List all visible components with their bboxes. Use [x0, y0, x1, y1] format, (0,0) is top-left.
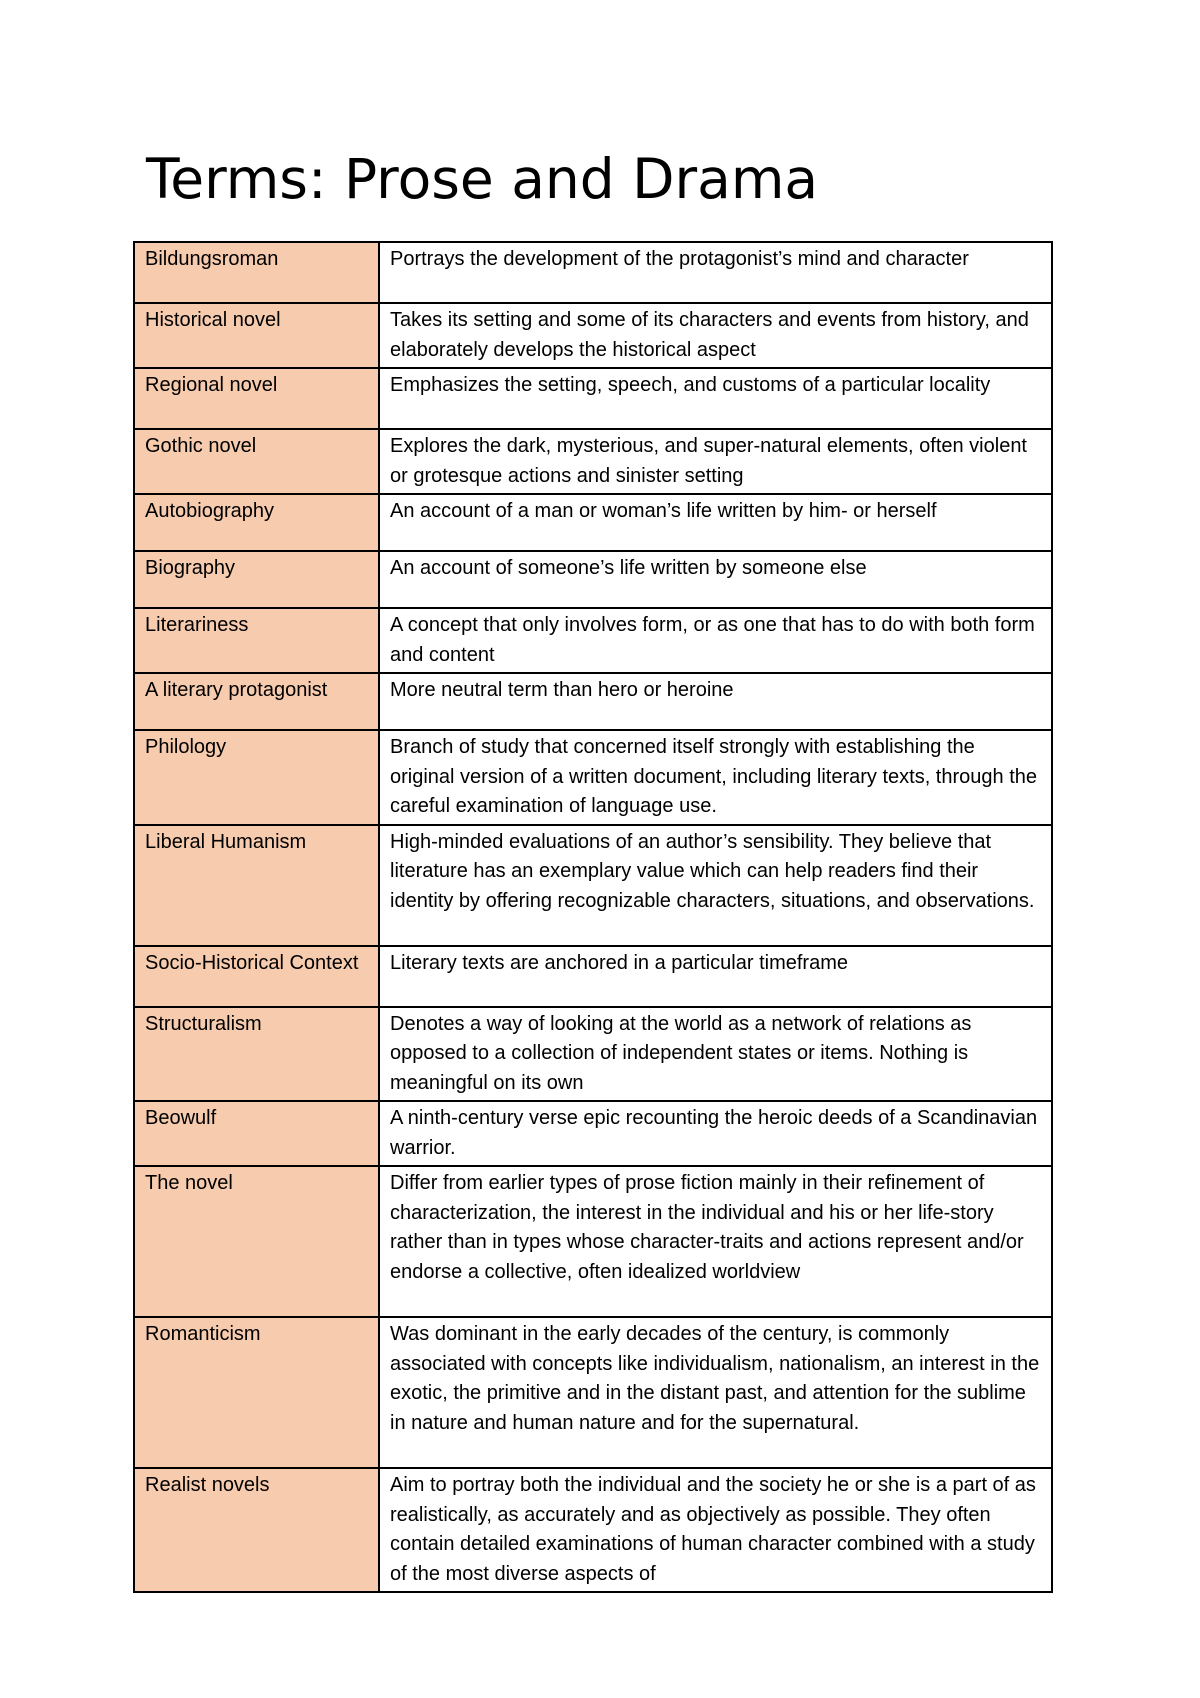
definition-cell: Takes its setting and some of its characters and events from history, and elaborately develops the historical aspect: [379, 303, 1052, 368]
definition-cell: Denotes a way of looking at the world as a network of relations as opposed to a collection of independent states or items. Nothing is meaningful on its own: [379, 1007, 1052, 1102]
term-cell: Realist novels: [134, 1468, 379, 1592]
table-row: [134, 368, 1052, 429]
table-row: [134, 494, 1052, 551]
table-row: [134, 608, 1052, 673]
page-title: Terms: Prose and Drama: [146, 147, 819, 211]
definition-cell: A concept that only involves form, or as one that has to do with both form and content: [379, 608, 1052, 673]
table-row: [134, 1007, 1052, 1102]
terms-table: [133, 241, 1053, 1593]
table-row: [134, 673, 1052, 730]
definition-cell: Aim to portray both the individual and the society he or she is a part of as realistically, as accurately and as objectively as possible. They often contain detailed examinations of human character combined with a study of the most diverse aspects of: [379, 1468, 1052, 1592]
term-cell: Gothic novel: [134, 429, 379, 494]
term-cell: Literariness: [134, 608, 379, 673]
table-row: [134, 242, 1052, 303]
definition-cell: A ninth-century verse epic recounting the heroic deeds of a Scandinavian warrior.: [379, 1101, 1052, 1166]
definition-cell: Differ from earlier types of prose fiction mainly in their refinement of characterization, the interest in the individual and his or her life-story rather than in types whose character-traits and actions represent and/or endorse a collective, often idealized worldview: [379, 1166, 1052, 1317]
term-cell: Liberal Humanism: [134, 825, 379, 946]
table-row: [134, 1101, 1052, 1166]
definition-cell: More neutral term than hero or heroine: [379, 673, 1052, 730]
table-row: [134, 946, 1052, 1007]
definition-cell: Was dominant in the early decades of the century, is commonly associated with concepts like individualism, nationalism, an interest in the exotic, the primitive and in the distant past, and attention for the sublime in nature and human nature and for the supernatural.: [379, 1317, 1052, 1468]
definition-cell: Branch of study that concerned itself strongly with establishing the original version of a written document, including literary texts, through the careful examination of language use.: [379, 730, 1052, 825]
definition-cell: Explores the dark, mysterious, and super-natural elements, often violent or grotesque actions and sinister setting: [379, 429, 1052, 494]
definition-cell: Emphasizes the setting, speech, and customs of a particular locality: [379, 368, 1052, 429]
term-cell: Historical novel: [134, 303, 379, 368]
definition-cell: Literary texts are anchored in a particular timeframe: [379, 946, 1052, 1007]
term-cell: Regional novel: [134, 368, 379, 429]
definition-cell: High-minded evaluations of an author’s sensibility. They believe that literature has an exemplary value which can help readers find their identity by offering recognizable characters, situations, and observations.: [379, 825, 1052, 946]
term-cell: Structuralism: [134, 1007, 379, 1102]
term-cell: Biography: [134, 551, 379, 608]
term-cell: A literary protagonist: [134, 673, 379, 730]
table-row: [134, 1468, 1052, 1592]
table-row: [134, 1166, 1052, 1317]
table-row: [134, 825, 1052, 946]
definition-cell: An account of a man or woman’s life written by him- or herself: [379, 494, 1052, 551]
term-cell: Autobiography: [134, 494, 379, 551]
term-cell: The novel: [134, 1166, 379, 1317]
definition-cell: Portrays the development of the protagonist’s mind and character: [379, 242, 1052, 303]
term-cell: Socio-Historical Context: [134, 946, 379, 1007]
table-row: [134, 429, 1052, 494]
table-row: [134, 551, 1052, 608]
definition-cell: An account of someone’s life written by someone else: [379, 551, 1052, 608]
term-cell: Philology: [134, 730, 379, 825]
term-cell: Bildungsroman: [134, 242, 379, 303]
table-row: [134, 1317, 1052, 1468]
table-row: [134, 303, 1052, 368]
term-cell: Romanticism: [134, 1317, 379, 1468]
term-cell: Beowulf: [134, 1101, 379, 1166]
table-row: [134, 730, 1052, 825]
